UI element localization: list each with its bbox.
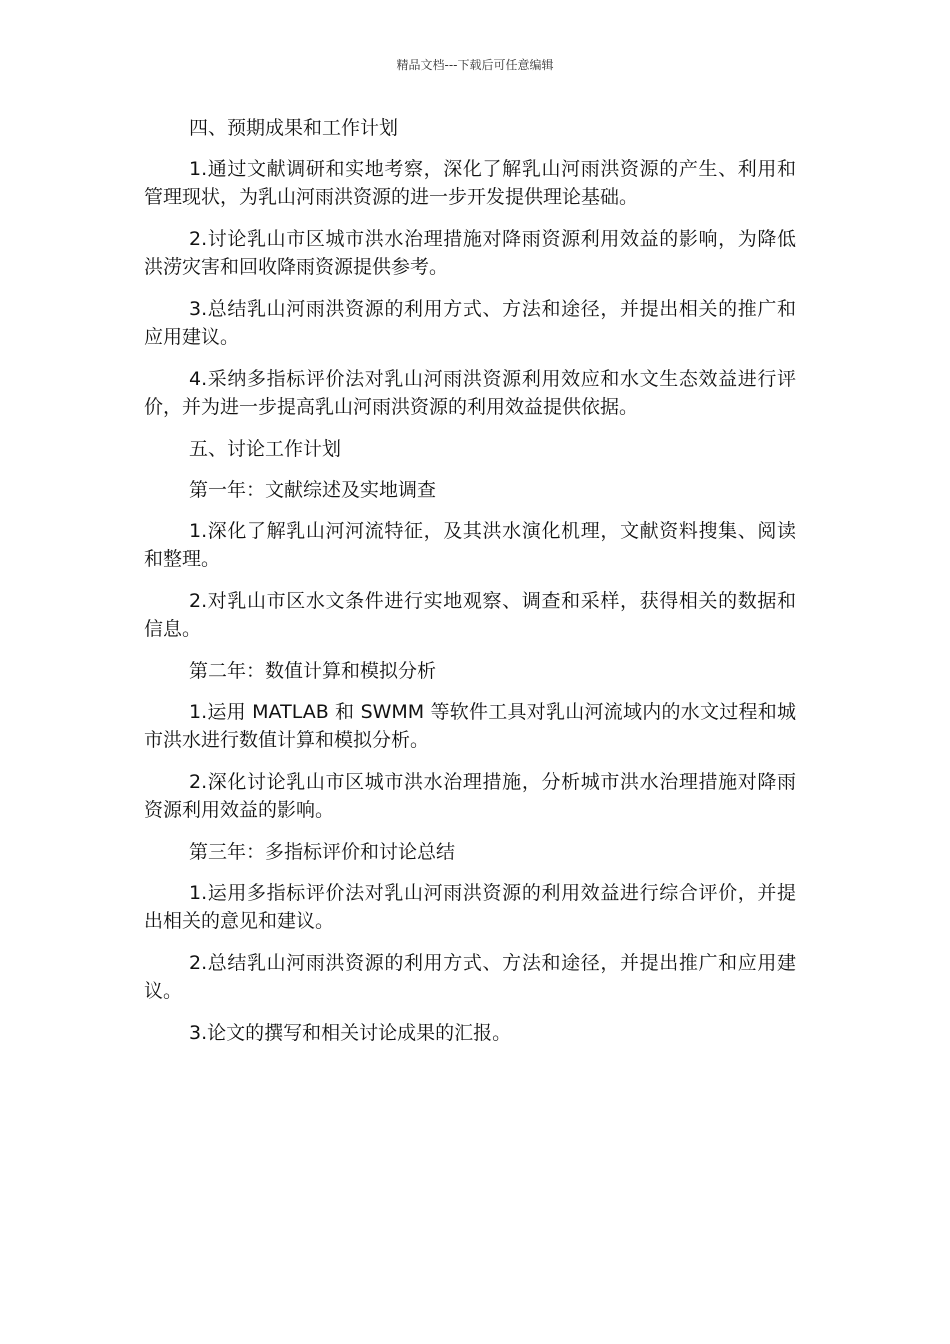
subheading-year-two: 第二年：数值计算和模拟分析 — [189, 660, 437, 682]
paragraph-year-three-3: 3.论文的撰写和相关讨论成果的汇报。 — [189, 1022, 512, 1044]
paragraph-result-4: 4.采纳多指标评价法对乳山河雨洪资源利用效应和水文生态效益进行评价，并为进一步提高乳山河雨洪资源的利用效益提供依据。 — [144, 368, 796, 418]
paragraph-result-1: 1.通过文献调研和实地考察，深化了解乳山河雨洪资源的产生、利用和管理现状，为乳山河雨洪资源的进一步开发提供理论基础。 — [144, 158, 796, 208]
section-heading-work-plan: 五、讨论工作计划 — [189, 438, 342, 460]
subheading-year-three: 第三年：多指标评价和讨论总结 — [189, 841, 456, 863]
paragraph-year-two-2: 2.深化讨论乳山市区城市洪水治理措施，分析城市洪水治理措施对降雨资源利用效益的影响。 — [144, 771, 796, 821]
paragraph-year-one-2: 2.对乳山市区水文条件进行实地观察、调查和采样，获得相关的数据和信息。 — [144, 590, 796, 640]
paragraph-year-two-1: 1.运用 MATLAB 和 SWMM 等软件工具对乳山河流域内的水文过程和城市洪水进行数值计算和模拟分析。 — [144, 701, 796, 751]
paragraph-year-three-1: 1.运用多指标评价法对乳山河雨洪资源的利用效益进行综合评价，并提出相关的意见和建议。 — [144, 882, 796, 932]
paragraph-result-3: 3.总结乳山河雨洪资源的利用方式、方法和途径，并提出相关的推广和应用建议。 — [144, 298, 796, 348]
paragraph-year-one-1: 1.深化了解乳山河河流特征，及其洪水演化机理，文献资料搜集、阅读和整理。 — [144, 520, 796, 570]
paragraph-year-three-2: 2.总结乳山河雨洪资源的利用方式、方法和途径，并提出推广和应用建议。 — [144, 952, 796, 1002]
subheading-year-one: 第一年：文献综述及实地调查 — [189, 479, 437, 501]
page-header: 精品文档---下载后可任意编辑 — [396, 58, 554, 72]
section-heading-expected-results: 四、预期成果和工作计划 — [189, 117, 399, 139]
document-body — [144, 114, 796, 1061]
paragraph-result-2: 2.讨论乳山市区城市洪水治理措施对降雨资源利用效益的影响，为降低洪涝灾害和回收降雨资源提供参考。 — [144, 228, 796, 278]
